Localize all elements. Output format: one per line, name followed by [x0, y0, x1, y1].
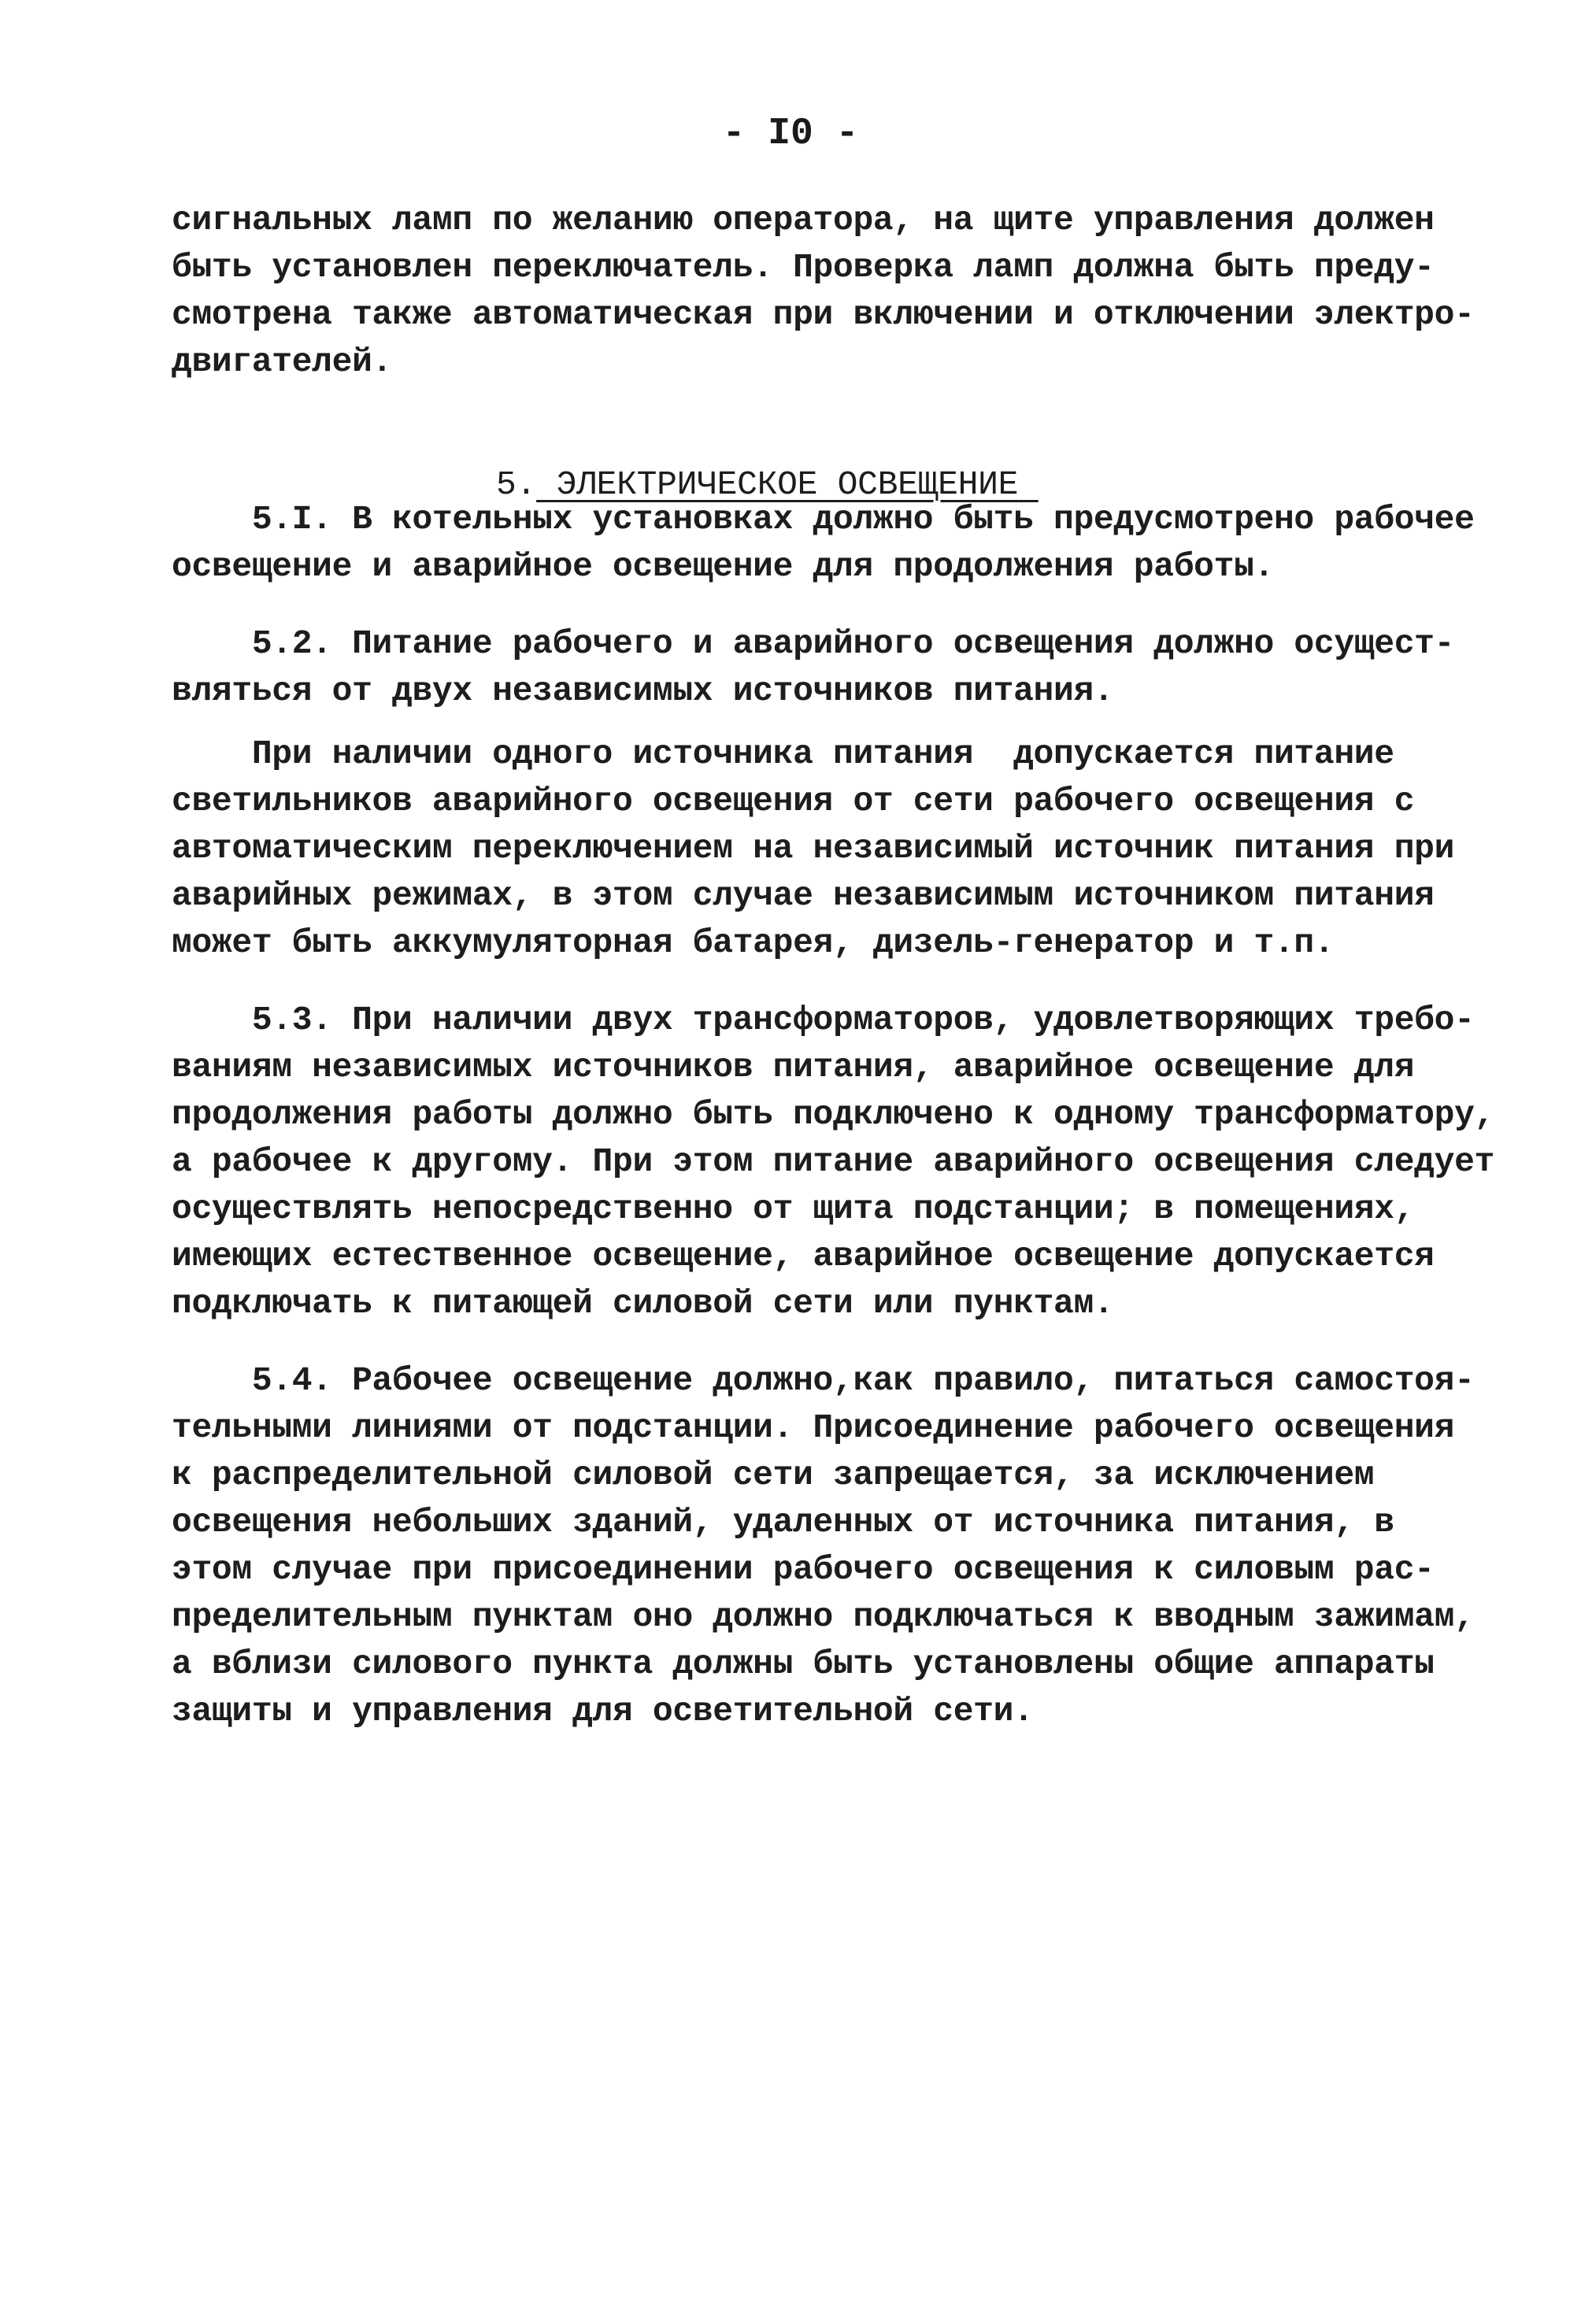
section-number: 5. [496, 465, 537, 504]
text-line: автоматическим переключением на независимый источник питания при [172, 829, 1455, 868]
text-line: 5.3. При наличии двух трансформаторов, удовлетворяющих требо- [172, 1001, 1475, 1039]
text-line: имеющих естественное освещение, аварийное освещение допускается [172, 1237, 1435, 1275]
page-number: - I0 - [722, 113, 859, 155]
text-line: освещение и аварийное освещение для продолжения работы. [172, 547, 1274, 586]
text-line: подключать к питающей силовой сети или пунктам. [172, 1284, 1114, 1323]
text-line: пределительным пунктам оно должно подключаться к вводным зажимам, [172, 1597, 1475, 1636]
text-line: При наличии одного источника питания допускается питание [172, 735, 1394, 773]
text-line: ваниям независимых источников питания, аварийное освещение для [172, 1048, 1415, 1086]
text-line: 5.I. В котельных установках должно быть предусмотрено рабочее [172, 500, 1475, 538]
section-title: ЭЛЕКТРИЧЕСКОЕ ОСВЕЩЕНИЕ [556, 465, 1019, 504]
text-line: смотрена также автоматическая при включении и отключении электро- [172, 295, 1475, 334]
text-line: защиты и управления для осветительной сети. [172, 1692, 1034, 1730]
text-line: двигателей. [172, 342, 392, 381]
text-line: осуществлять непосредственно от щита подстанции; в помещениях, [172, 1190, 1415, 1228]
text-line: 5.4. Рабочее освещение должно,как правило, питаться самостоя- [172, 1361, 1475, 1400]
text-line: вляться от двух независимых источников питания. [172, 672, 1114, 710]
text-line: освещения небольших зданий, удаленных от источника питания, в [172, 1503, 1394, 1541]
text-line: светильников аварийного освещения от сети рабочего освещения с [172, 782, 1415, 820]
text-line: быть установлен переключатель. Проверка ламп должна быть преду- [172, 248, 1435, 287]
text-line: 5.2. Питание рабочего и аварийного освещения должно осущест- [172, 624, 1455, 663]
text-line: этом случае при присоединении рабочего освещения к силовым рас- [172, 1550, 1435, 1589]
text-line: продолжения работы должно быть подключено к одному трансформатору, [172, 1095, 1494, 1134]
text-line: а рабочее к другому. При этом питание аварийного освещения следует [172, 1142, 1494, 1181]
text-line: тельными линиями от подстанции. Присоединение рабочего освещения [172, 1408, 1455, 1447]
text-line: а вблизи силового пункта должны быть установлены общие аппараты [172, 1645, 1435, 1683]
text-line: аварийных режимах, в этом случае независимым источником питания [172, 876, 1435, 915]
text-line: сигнальных ламп по желанию оператора, на щите управления должен [172, 201, 1435, 239]
text-line: к распределительной силовой сети запрещается, за исключением [172, 1456, 1375, 1494]
text-line: может быть аккумуляторная батарея, дизель-генератор и т.п. [172, 923, 1335, 962]
